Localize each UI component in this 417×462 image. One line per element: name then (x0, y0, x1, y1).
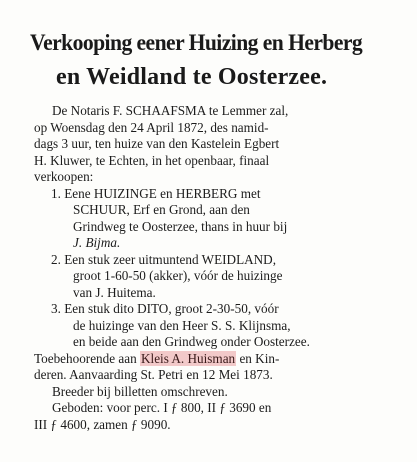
body-line (34, 169, 400, 186)
list-item-2 (34, 252, 400, 269)
body-line-text: verkoopen: (34, 169, 94, 184)
list-item-1 (34, 186, 400, 203)
body-line (34, 417, 400, 434)
body-line (34, 103, 400, 120)
body-line-text: van J. Huitema. (73, 284, 156, 300)
body-line-text: J. Bijma. (73, 235, 121, 250)
body-line-text: Breeder bij billetten omschreven. (52, 383, 228, 399)
body-line-text: op Woensdag den 24 April 1872, des namid- (34, 119, 269, 135)
highlighted-name: Kleis A. Huisman (141, 350, 236, 366)
body-line-text: de huizinge van den Heer S. S. Klijnsma, (73, 317, 291, 333)
list-item-2-cont (34, 268, 400, 285)
list-item-1-cont (34, 235, 400, 252)
body-line-text: dags 3 uur, ten huize van den Kastelein Egbert (34, 136, 280, 151)
body-line (34, 400, 400, 417)
body-line-text: groot 1-60-50 (akker), vóór de huizinge (73, 268, 283, 283)
body-line-text: Grindweg te Oosterzee, thans in huur bij (73, 218, 288, 234)
body-line-text: Geboden: voor perc. I ƒ 800, II ƒ 3690 en (52, 400, 272, 415)
list-item-3-cont (34, 334, 400, 351)
body-line-text: III ƒ 4600, zamen ƒ 9090. (34, 416, 171, 432)
list-item-3 (34, 301, 400, 318)
body-line (34, 153, 400, 170)
body-line-text: 3. Een stuk dito DITO, groot 2-30-50, vóór (51, 301, 279, 316)
body-line-text: SCHUUR, Erf en Grond, aan den (73, 202, 250, 217)
headline-line-1: Verkooping eener Huizing en Herberg (30, 30, 363, 55)
body-line-text: H. Kluwer, te Echten, in het openbaar, finaal (34, 152, 270, 168)
body-line (34, 120, 400, 137)
list-item-3-cont (34, 318, 400, 335)
body-line-text: 1. Eene HUIZINGE en HERBERG met (51, 185, 261, 201)
list-item-1-cont (34, 202, 400, 219)
body-line-text: deren. Aanvaarding St. Petri en 12 Mei 1873. (34, 367, 273, 382)
body-line-text: 2. Een stuk zeer uitmuntend WEIDLAND, (51, 251, 276, 267)
body-line (34, 367, 400, 384)
body-line-text: en beide aan den Grindweg onder Oosterzee. (73, 334, 310, 349)
list-item-1-cont (34, 219, 400, 236)
list-item-2-cont (34, 285, 400, 302)
body-line (34, 351, 400, 368)
advertisement-body (34, 103, 400, 433)
body-line (34, 384, 400, 401)
body-line-text: Toebehoorende aan Kleis A. Huisman en Kin- (34, 350, 280, 366)
headline-line-2: en Weidland te Oosterzee. (56, 64, 328, 90)
body-line (34, 136, 400, 153)
body-line-text: De Notaris F. SCHAAFSMA te Lemmer zal, (52, 103, 289, 118)
